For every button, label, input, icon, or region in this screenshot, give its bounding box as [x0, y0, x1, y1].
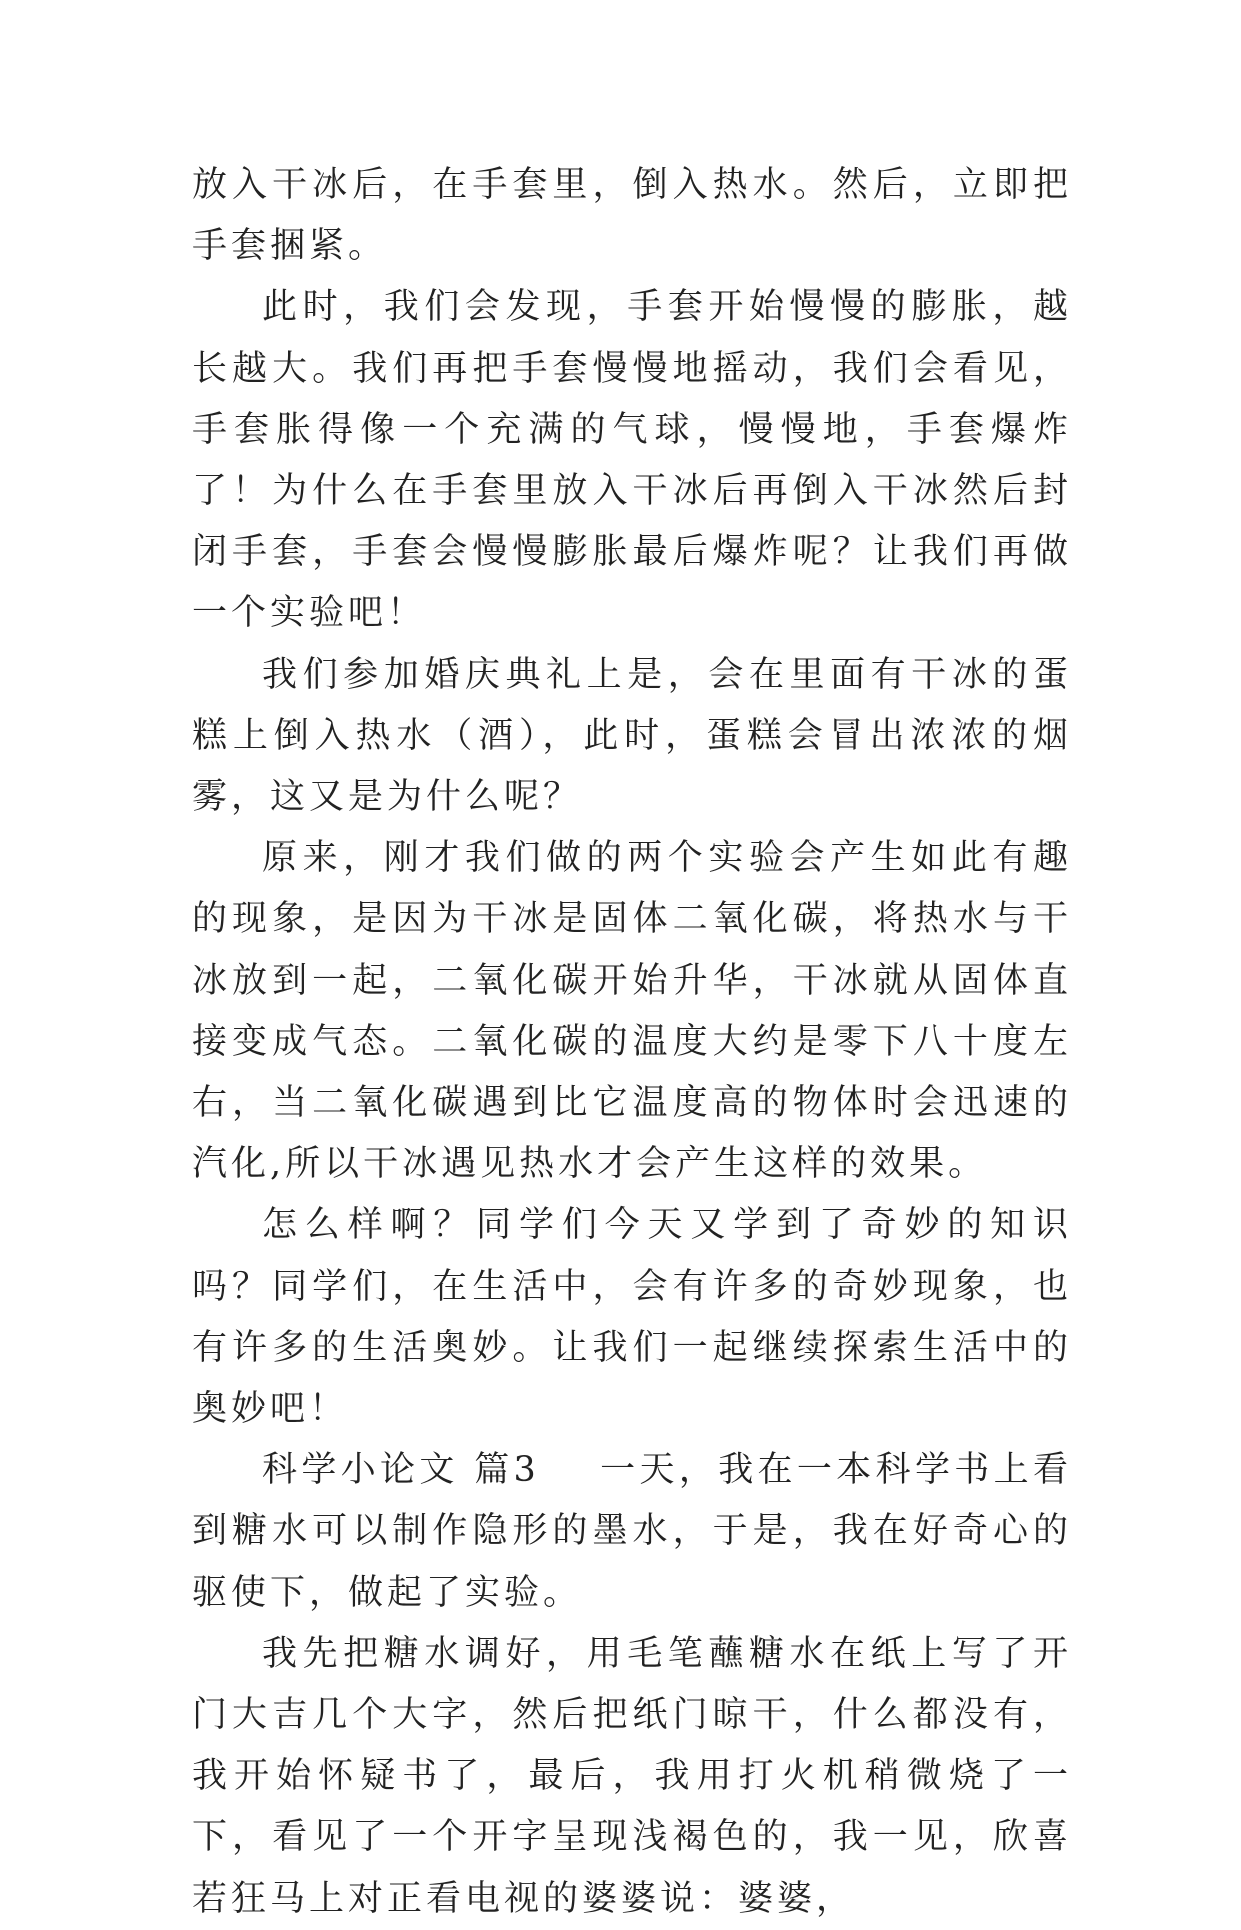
document-body [192, 155, 1072, 1930]
paragraph-3: 我们参加婚庆典礼上是，会在里面有干冰的蛋糕上倒入热水（酒），此时，蛋糕会冒出浓浓的烟雾，这又是为什么呢？ [192, 654, 1072, 818]
section-paragraph [192, 1440, 1072, 1624]
section-first-paragraph: 一天，我在一本科学书上看到糖水可以制作隐形的墨水，于是，我在好奇心的驱使下，做起了实验。 [192, 1450, 1072, 1613]
paragraph-1: 放入干冰后，在手套里，倒入热水。然后，立即把手套捆紧。 [192, 165, 1072, 267]
paragraph-5: 怎么样啊？同学们今天又学到了奇妙的知识吗？同学们，在生活中，会有许多的奇妙现象，也有许多的生活奥妙。让我们一起继续探索生活中的奥妙吧！ [192, 1205, 1072, 1430]
paragraph-4: 原来，刚才我们做的两个实验会产生如此有趣的现象，是因为干冰是固体二氧化碳，将热水与干冰放到一起，二氧化碳开始升华，干冰就从固体直接变成气态。二氧化碳的温度大约是零下八十度左右，当二氧化碳遇到比它温度高的物体时会迅速的汽化,所以干冰遇见热水才会产生这样的效果。 [192, 838, 1072, 1185]
closing-paragraph: 我先把糖水调好，用毛笔蘸糖水在纸上写了开门大吉几个大字，然后把纸门晾干，什么都没有，我开始怀疑书了，最后，我用打火机稍微烧了一下，看见了一个开字呈现浅褐色的，我一见，欣喜若狂马上对正看电视的婆婆说：婆婆， [192, 1633, 1072, 1919]
paragraph-2: 此时，我们会发现，手套开始慢慢的膨胀，越长越大。我们再把手套慢慢地摇动，我们会看见，手套胀得像一个充满的气球，慢慢地，手套爆炸了！为什么在手套里放入干冰后再倒入干冰然后封闭手套，手套会慢慢膨胀最后爆炸呢？让我们再做一个实验吧！ [192, 287, 1072, 634]
section-heading: 科学小论文 篇3 [262, 1450, 540, 1491]
